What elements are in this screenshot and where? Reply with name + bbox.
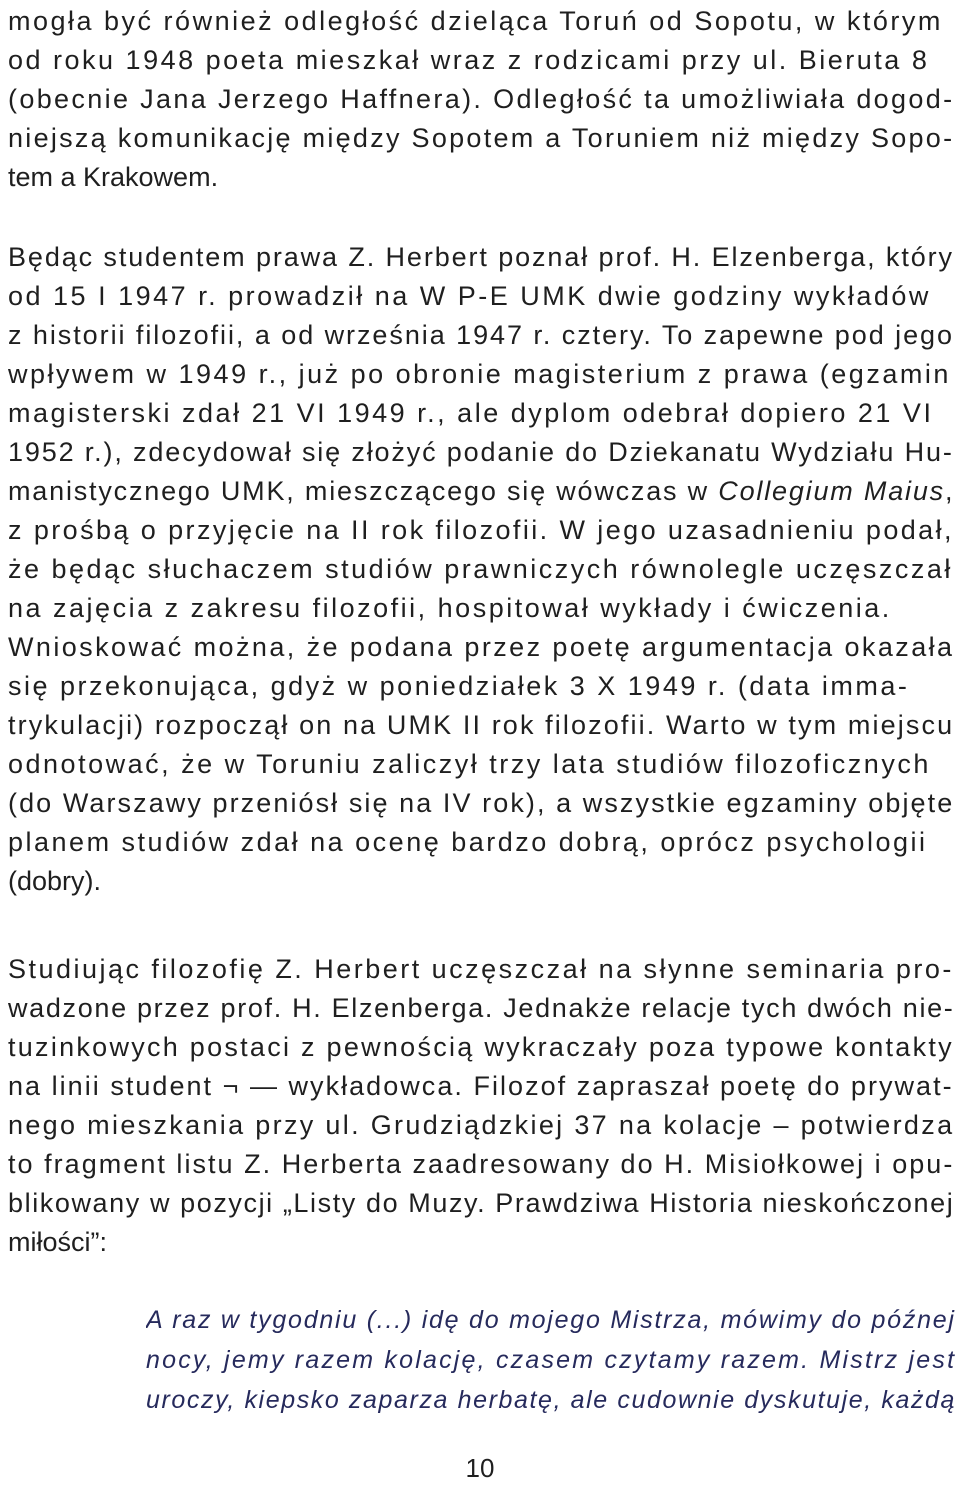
text-line: wadzone przez prof. H. Elzenberga. Jednakże relacje tych dwóch nie-	[8, 993, 955, 1023]
text-line: trykulacji) rozpoczął on na UMK II rok filozofii. Warto w tym miejscu	[8, 710, 955, 740]
text-line: z historii filozofii, a od września 1947 r. cztery. To zapewne pod jego	[8, 320, 954, 350]
text-line: z prośbą o przyjęcie na II rok filozofii. W jego uzasadnieniu podał,	[8, 515, 954, 545]
text-line: to fragment listu Z. Herberta zaadresowany do H. Misiołkowej i opu-	[8, 1149, 955, 1179]
quote-line: A raz w tygodniu (...) idę do mojego Mistrza, mówimy do późnej	[146, 1306, 956, 1334]
text-line: magisterski zdał 21 VI 1949 r., ale dyplom odebrał dopiero 21 VI	[8, 398, 934, 428]
italic-term: Collegium Maius	[718, 476, 945, 506]
text-line: od 15 I 1947 r. prowadził na W P-E UMK dwie godziny wykładów	[8, 281, 931, 311]
text-line: manistycznego UMK, mieszczącego się wówczas w Collegium Maius,	[8, 476, 955, 506]
text-line: od roku 1948 poeta mieszkał wraz z rodzicami przy ul. Bieruta 8	[8, 45, 930, 75]
text-line: (do Warszawy przeniósł się na IV rok), a wszystkie egzaminy objęte	[8, 788, 955, 818]
quote-line: nocy, jemy razem kolację, czasem czytamy razem. Mistrz jest	[146, 1346, 957, 1374]
paragraph-3	[8, 950, 956, 1262]
text-line: tuzinkowych postaci z pewnością wykraczały poza typowe kontakty	[8, 1032, 954, 1062]
text-line: niejszą komunikację między Sopotem a Toruniem niż między Sopo-	[8, 123, 955, 153]
paragraph-2	[8, 238, 956, 901]
text-line: się przekonująca, gdyż w poniedziałek 3 X 1949 r. (data imma-	[8, 671, 910, 701]
text-line: nego mieszkania przy ul. Grudziądzkiej 37 na kolacje – potwierdza	[8, 1110, 955, 1140]
text-line: tem a Krakowem.	[8, 162, 219, 192]
quote-line: uroczy, kiepsko zaparza herbatę, ale cudownie dyskutuje, każdą	[146, 1386, 957, 1414]
text-line: blikowany w pozycji „Listy do Muzy. Prawdziwa Historia nieskończonej	[8, 1188, 955, 1218]
text-line: Będąc studentem prawa Z. Herbert poznał prof. H. Elzenberga, który	[8, 242, 954, 272]
text-line: Studiując filozofię Z. Herbert uczęszczał na słynne seminaria pro-	[8, 954, 954, 984]
text-line: odnotować, że w Toruniu zaliczył trzy lata studiów filozoficznych	[8, 749, 931, 779]
text-line: na linii student ¬ — wykładowca. Filozof zapraszał poetę do prywat-	[8, 1071, 954, 1101]
page-number: 10	[465, 1453, 495, 1483]
text-line: miłości”:	[8, 1227, 107, 1257]
text-line: Wnioskować można, że podana przez poetę argumentacja okazała	[8, 632, 955, 662]
paragraph-1	[8, 2, 956, 197]
text-line: wpływem w 1949 r., już po obronie magisterium z prawa (egzamin	[8, 359, 951, 389]
text-line: na zajęcia z zakresu filozofii, hospitował wykłady i ćwiczenia.	[8, 593, 892, 623]
text-line: 1952 r.), zdecydował się złożyć podanie do Dziekanatu Wydziału Hu-	[8, 437, 954, 467]
text-line: mogła być również odległość dzieląca Toruń od Sopotu, w którym	[8, 6, 943, 36]
text-line: (obecnie Jana Jerzego Haffnera). Odległość ta umożliwiała dogod-	[8, 84, 955, 114]
text-line: planem studiów zdał na ocenę bardzo dobrą, oprócz psychologii	[8, 827, 928, 857]
letter-quote	[146, 1300, 958, 1420]
text-line: (dobry).	[8, 866, 102, 896]
text-line: że będąc słuchaczem studiów prawniczych równolegle uczęszczał	[8, 554, 953, 584]
